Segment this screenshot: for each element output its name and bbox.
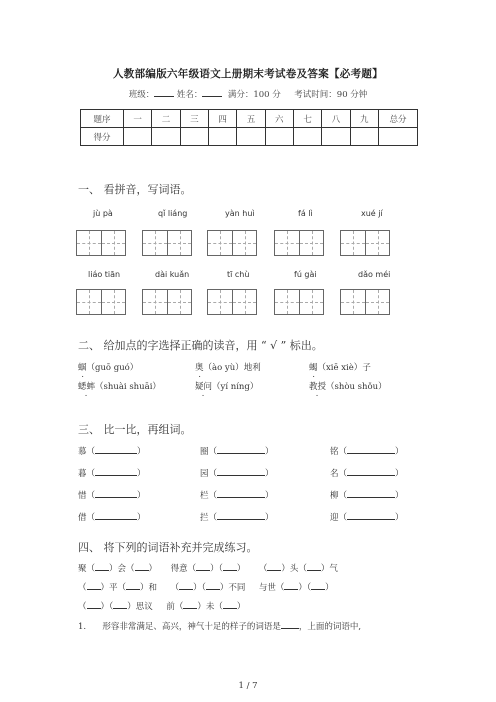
- writing-grid[interactable]: [207, 289, 257, 315]
- idiom-blank[interactable]: [311, 581, 325, 590]
- compare-char: 暮: [78, 469, 87, 479]
- reading-item: [195, 361, 261, 373]
- page-number: 1 / 7: [238, 681, 258, 691]
- pinyin-label: jù pà: [93, 209, 113, 218]
- page-title: 人教部编版六年级语文上册期末考试卷及答案【必考题】: [113, 68, 383, 80]
- writing-grid[interactable]: [340, 230, 390, 256]
- idiom-blank[interactable]: [284, 581, 298, 590]
- header-cell: 七: [293, 110, 321, 128]
- answer-blank[interactable]: [217, 445, 265, 454]
- section3-heading: 三、 比一比，再组词。: [78, 423, 192, 436]
- compare-item: 名（ ）: [330, 469, 404, 479]
- score-table-header: [81, 110, 418, 128]
- score-table: [80, 109, 418, 146]
- dotted-char: 奥: [195, 363, 204, 373]
- pinyin-label: liáo tiān: [88, 270, 121, 279]
- score-table-row: [81, 128, 418, 146]
- idiom-blank[interactable]: [267, 562, 281, 571]
- reading-options[interactable]: （ào yù）: [203, 363, 244, 373]
- reading-options[interactable]: （xiē xiè）: [317, 363, 363, 373]
- header-cell: 一: [124, 110, 152, 128]
- compare-item: 慕（ ）: [78, 447, 146, 457]
- pinyin-label: dǎo méi: [358, 270, 391, 279]
- compare-char: 名: [330, 469, 339, 479]
- idiom-blank[interactable]: [223, 600, 237, 609]
- full-score: 满分：100 分: [227, 90, 281, 100]
- idiom-blank[interactable]: [206, 581, 220, 590]
- writing-grid[interactable]: [274, 289, 324, 315]
- question-number: 1.: [78, 622, 87, 632]
- compare-item: 拦（ ）: [200, 513, 274, 523]
- reading-options[interactable]: （yí níng）: [212, 382, 259, 392]
- score-cell[interactable]: [208, 128, 236, 146]
- answer-blank[interactable]: [95, 445, 137, 454]
- compare-item: 柳（ ）: [330, 491, 404, 501]
- word-rest: 子: [362, 363, 371, 373]
- idiom-blank[interactable]: [223, 562, 237, 571]
- idiom-blank[interactable]: [196, 562, 210, 571]
- exam-time: 考试时间：90 分钟: [294, 90, 368, 100]
- header-cell: 八: [322, 110, 350, 128]
- dotted-char: 蝎: [309, 363, 318, 373]
- idiom-row: 聚（ ）会（ ） 得意（ ）（ ） （ ）头（ ）气: [78, 564, 338, 574]
- question-text: 形容非常满足、高兴，神气十足的样子的词语是: [102, 622, 281, 632]
- score-cell[interactable]: [152, 128, 180, 146]
- class-blank: [154, 88, 174, 97]
- pinyin-label: fá lì: [298, 209, 313, 218]
- section1-heading: 一、 看拼音，写词语。: [78, 183, 192, 196]
- score-cell[interactable]: [124, 128, 152, 146]
- idiom-blank[interactable]: [307, 562, 321, 571]
- answer-blank[interactable]: [347, 467, 395, 476]
- writing-grid[interactable]: [76, 289, 126, 315]
- compare-item: 铭（ ）: [330, 447, 404, 457]
- writing-grid[interactable]: [76, 230, 126, 256]
- pinyin-label: yàn huì: [225, 209, 255, 218]
- compare-char: 栏: [200, 491, 209, 501]
- pinyin-label: fú gài: [294, 270, 317, 279]
- header-cell: 五: [237, 110, 265, 128]
- section4-heading: 四、 将下列的词语补充并完成练习。: [78, 541, 258, 554]
- writing-grid[interactable]: [340, 289, 390, 315]
- compare-char: 拦: [200, 513, 209, 523]
- answer-blank[interactable]: [217, 489, 265, 498]
- dotted-word: 教授: [309, 382, 327, 392]
- compare-char: 铭: [330, 447, 339, 457]
- score-cell[interactable]: [379, 128, 418, 146]
- compare-char: 柳: [330, 491, 339, 501]
- section2-heading: 二、 给加点的字选择正确的读音，用 “ √ ” 标出。: [78, 339, 323, 352]
- pinyin-label: qǐ liáng: [158, 209, 188, 218]
- pinyin-label: dài kuǎn: [155, 270, 190, 279]
- score-cell[interactable]: [265, 128, 293, 146]
- score-cell[interactable]: [293, 128, 321, 146]
- dotted-word: 蟋蟀: [78, 382, 96, 392]
- compare-char: 借: [78, 513, 87, 523]
- score-cell[interactable]: [350, 128, 378, 146]
- writing-grid[interactable]: [142, 289, 192, 315]
- reading-item: [78, 361, 138, 373]
- idiom-blank[interactable]: [95, 562, 109, 571]
- word-rest: 地利: [243, 363, 261, 373]
- answer-blank[interactable]: [347, 489, 395, 498]
- idiom-blank[interactable]: [183, 600, 197, 609]
- score-cell[interactable]: [180, 128, 208, 146]
- compare-item: 借（ ）: [78, 513, 146, 523]
- answer-blank[interactable]: [347, 445, 395, 454]
- answer-blank[interactable]: [347, 511, 395, 520]
- idiom-row: （ ）（ ）思议 前（ ）未（ ）: [78, 602, 246, 612]
- class-label: 班级：: [128, 90, 155, 100]
- compare-char: 圈: [200, 447, 209, 457]
- compare-item: 栏（ ）: [200, 491, 274, 501]
- header-cell: 三: [180, 110, 208, 128]
- pinyin-label: xué jí: [361, 209, 383, 218]
- compare-char: 慕: [78, 447, 87, 457]
- answer-blank[interactable]: [281, 620, 299, 629]
- writing-grid[interactable]: [207, 230, 257, 256]
- answer-blank[interactable]: [95, 467, 137, 476]
- question-1: [78, 620, 361, 632]
- answer-blank[interactable]: [217, 511, 265, 520]
- compare-char: 迎: [330, 513, 339, 523]
- exam-info: [0, 88, 496, 100]
- name-label: 姓名：: [176, 90, 203, 100]
- compare-item: 暮（ ）: [78, 469, 146, 479]
- question-text-end: ，上面的词语中,: [298, 622, 362, 632]
- reading-item: [309, 361, 371, 373]
- idiom-blank[interactable]: [87, 600, 101, 609]
- answer-blank[interactable]: [95, 489, 137, 498]
- reading-options[interactable]: （guō guó）: [86, 363, 139, 373]
- idiom-blank[interactable]: [87, 581, 101, 590]
- row-label: 得分: [81, 128, 124, 146]
- writing-grid[interactable]: [274, 230, 324, 256]
- reading-item: [195, 380, 258, 392]
- pinyin-label: tī chù: [227, 270, 250, 279]
- idiom-blank[interactable]: [179, 581, 193, 590]
- compare-item: 园（ ）: [200, 469, 274, 479]
- writing-grid[interactable]: [142, 230, 192, 256]
- reading-options[interactable]: （shuài shuāi）: [95, 382, 161, 392]
- compare-char: 惜: [78, 491, 87, 501]
- compare-item: 惜（ ）: [78, 491, 146, 501]
- compare-item: 迎（ ）: [330, 513, 404, 523]
- header-cell: 题序: [81, 110, 124, 128]
- compare-char: 园: [200, 469, 209, 479]
- dotted-char: 蝈: [78, 363, 87, 373]
- dotted-word: 疑问: [195, 382, 213, 392]
- answer-blank[interactable]: [95, 511, 137, 520]
- reading-item: [309, 380, 387, 392]
- idiom-blank[interactable]: [113, 600, 127, 609]
- name-blank: [202, 88, 222, 97]
- header-cell: 九: [350, 110, 378, 128]
- header-cell: 四: [208, 110, 236, 128]
- compare-item: 圈（ ）: [200, 447, 274, 457]
- idiom-row: （ ）平（ ）和 （ ）（ ）不同 与世（ ）（ ）: [78, 583, 334, 593]
- header-cell: 六: [265, 110, 293, 128]
- reading-options[interactable]: （shòu shǒu）: [326, 382, 387, 392]
- idiom-blank[interactable]: [135, 562, 149, 571]
- score-cell[interactable]: [322, 128, 350, 146]
- idiom-blank[interactable]: [126, 581, 140, 590]
- reading-item: [78, 380, 161, 392]
- header-cell: 二: [152, 110, 180, 128]
- answer-blank[interactable]: [217, 467, 265, 476]
- score-cell[interactable]: [237, 128, 265, 146]
- header-cell: 总分: [379, 110, 418, 128]
